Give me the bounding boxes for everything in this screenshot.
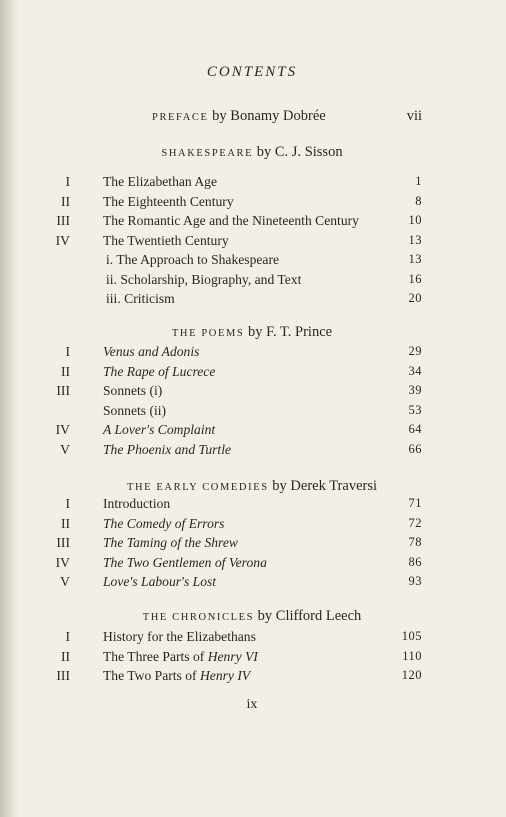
- entry-page-number: 86: [408, 554, 422, 569]
- entry-title-part: The Elizabethan Age: [103, 174, 217, 189]
- entry-title-part: The Phoenix and Turtle: [103, 441, 231, 457]
- entry-title-part: ii. Scholarship, Biography, and Text: [106, 271, 302, 287]
- entry-title-part: The Three Parts of: [103, 648, 208, 664]
- entry-title: [103, 627, 256, 646]
- toc-entry: [72, 270, 432, 289]
- entry-title-part: The Comedy of Errors: [103, 515, 225, 531]
- entry-page-number: 16: [408, 271, 422, 286]
- toc-entry: [56, 666, 432, 685]
- toc-entry: [72, 289, 432, 308]
- entry-numeral: II: [60, 648, 70, 664]
- entry-title: [103, 192, 234, 211]
- entry-page-number: 10: [408, 213, 422, 227]
- entry-title: [106, 250, 279, 269]
- section-label: SHAKESPEARE: [161, 148, 254, 159]
- section-label: THE POEMS: [171, 328, 245, 339]
- toc-entry: [65, 627, 432, 646]
- entry-page-number: 93: [408, 574, 422, 588]
- entry-page-number: 39: [408, 383, 422, 397]
- entry-title-part: The Two Gentlemen of Verona: [103, 554, 267, 570]
- entry-title: [103, 553, 267, 572]
- entry-numeral: I: [65, 496, 70, 511]
- entry-title: [103, 231, 229, 250]
- toc-entry: [60, 440, 432, 459]
- toc-entry: [65, 172, 432, 191]
- toc-entry: [56, 533, 432, 552]
- entry-page-number: 64: [408, 422, 422, 436]
- entry-numeral: V: [60, 441, 70, 457]
- entry-numeral: II: [60, 193, 70, 209]
- toc-entry: [60, 192, 432, 211]
- contents-page: [55, 0, 432, 817]
- entry-title-part: Venus and Adonis: [103, 344, 200, 359]
- entry-title: [103, 420, 215, 439]
- preface-page-number: vii: [406, 108, 422, 124]
- entry-numeral: II: [60, 515, 70, 531]
- section-author: by Clifford Leech: [257, 608, 362, 624]
- entry-title: [106, 270, 301, 289]
- entry-title-part: Love's Labour's Lost: [103, 574, 217, 589]
- entry-title: [103, 342, 199, 361]
- entry-title: [103, 494, 170, 513]
- section-heading: [72, 324, 432, 341]
- entry-title: [103, 533, 238, 552]
- entry-page-number: 34: [408, 363, 422, 378]
- entry-title-part: The Twentieth Century: [103, 232, 229, 248]
- entry-numeral: II: [60, 363, 70, 379]
- entry-title: [103, 362, 215, 381]
- entry-title-part: Sonnets (i): [103, 383, 163, 398]
- entry-numeral: IV: [55, 554, 70, 570]
- entry-title-part: Sonnets (ii): [103, 402, 167, 418]
- entry-title-part: Henry IV: [199, 668, 251, 683]
- section-author: by Derek Traversi: [272, 478, 378, 494]
- toc-entry: [55, 231, 432, 250]
- entry-page-number: 105: [401, 629, 422, 643]
- entry-page-number: 20: [408, 291, 422, 305]
- entry-title-part: Introduction: [103, 496, 171, 511]
- entry-title-part: Henry VI: [207, 648, 258, 664]
- entry-title-part: The Romantic Age and the Nineteenth Century: [103, 213, 359, 228]
- page-folio: ix: [246, 697, 258, 712]
- entry-title: [103, 211, 359, 230]
- toc-entry: [56, 381, 432, 400]
- entry-page-number: 66: [408, 441, 422, 456]
- entry-title-part: The Taming of the Shrew: [103, 535, 238, 550]
- section-heading: [72, 478, 432, 495]
- section-label: THE CHRONICLES: [142, 612, 255, 623]
- section-heading: [72, 144, 432, 161]
- entry-numeral: I: [65, 629, 70, 644]
- entry-title-part: The Two Parts of: [103, 668, 200, 683]
- entry-page-number: 13: [408, 252, 422, 266]
- entry-page-number: 110: [402, 648, 422, 663]
- entry-title-part: i. The Approach to Shakespeare: [106, 252, 280, 267]
- section-label: THE EARLY COMEDIES: [126, 482, 269, 493]
- entry-title: [103, 381, 162, 400]
- entry-numeral: IV: [55, 232, 70, 248]
- entry-title-part: The Rape of Lucrece: [103, 363, 216, 379]
- entry-title: [103, 666, 250, 685]
- entry-numeral: III: [56, 383, 70, 398]
- entry-page-number: 72: [408, 515, 422, 530]
- toc-entry: [60, 572, 432, 591]
- entry-page-number: 13: [408, 232, 422, 247]
- toc-entry: [65, 342, 432, 361]
- entry-numeral: I: [65, 174, 70, 189]
- preface-label: PREFACE: [152, 112, 209, 123]
- entry-title: [103, 440, 231, 459]
- toc-entry: [72, 250, 432, 269]
- entry-page-number: 120: [401, 668, 422, 682]
- toc-entry: [60, 647, 432, 666]
- entry-title-part: The Eighteenth Century: [103, 193, 234, 209]
- entry-title: [103, 647, 258, 666]
- entry-title: [103, 401, 166, 420]
- entry-page-number: 1: [415, 174, 422, 188]
- entry-page-number: 71: [408, 496, 422, 510]
- toc-entry: [60, 362, 432, 381]
- entry-numeral: IV: [55, 422, 70, 437]
- preface-heading: [152, 108, 326, 125]
- entry-numeral: III: [56, 535, 70, 550]
- entry-title: [106, 289, 175, 308]
- toc-entry: [56, 211, 432, 230]
- entry-title: [103, 172, 217, 191]
- entry-title-part: A Lover's Complaint: [103, 422, 216, 437]
- section-heading: [72, 608, 432, 625]
- toc-entry: [65, 494, 432, 513]
- entry-numeral: III: [56, 668, 70, 683]
- toc-entry: [60, 514, 432, 533]
- entry-numeral: V: [60, 574, 70, 589]
- toc-entry: [55, 553, 432, 572]
- section-author: by F. T. Prince: [247, 324, 333, 340]
- entry-numeral: I: [65, 344, 70, 359]
- section-author: by C. J. Sisson: [256, 144, 343, 160]
- entry-title: [103, 572, 216, 591]
- preface-author: by Bonamy Dobrée: [212, 108, 326, 124]
- toc-entry: [72, 401, 432, 420]
- entry-title-part: iii. Criticism: [106, 291, 175, 306]
- page-gutter-shadow: [0, 0, 18, 817]
- entry-title: [103, 514, 224, 533]
- page-title: CONTENTS: [206, 64, 298, 80]
- entry-page-number: 8: [415, 193, 422, 208]
- entry-title-part: History for the Elizabethans: [103, 629, 256, 644]
- entry-numeral: III: [56, 213, 70, 228]
- entry-page-number: 53: [408, 402, 422, 417]
- toc-entry: [55, 420, 432, 439]
- entry-page-number: 78: [408, 535, 422, 549]
- entry-page-number: 29: [408, 344, 422, 358]
